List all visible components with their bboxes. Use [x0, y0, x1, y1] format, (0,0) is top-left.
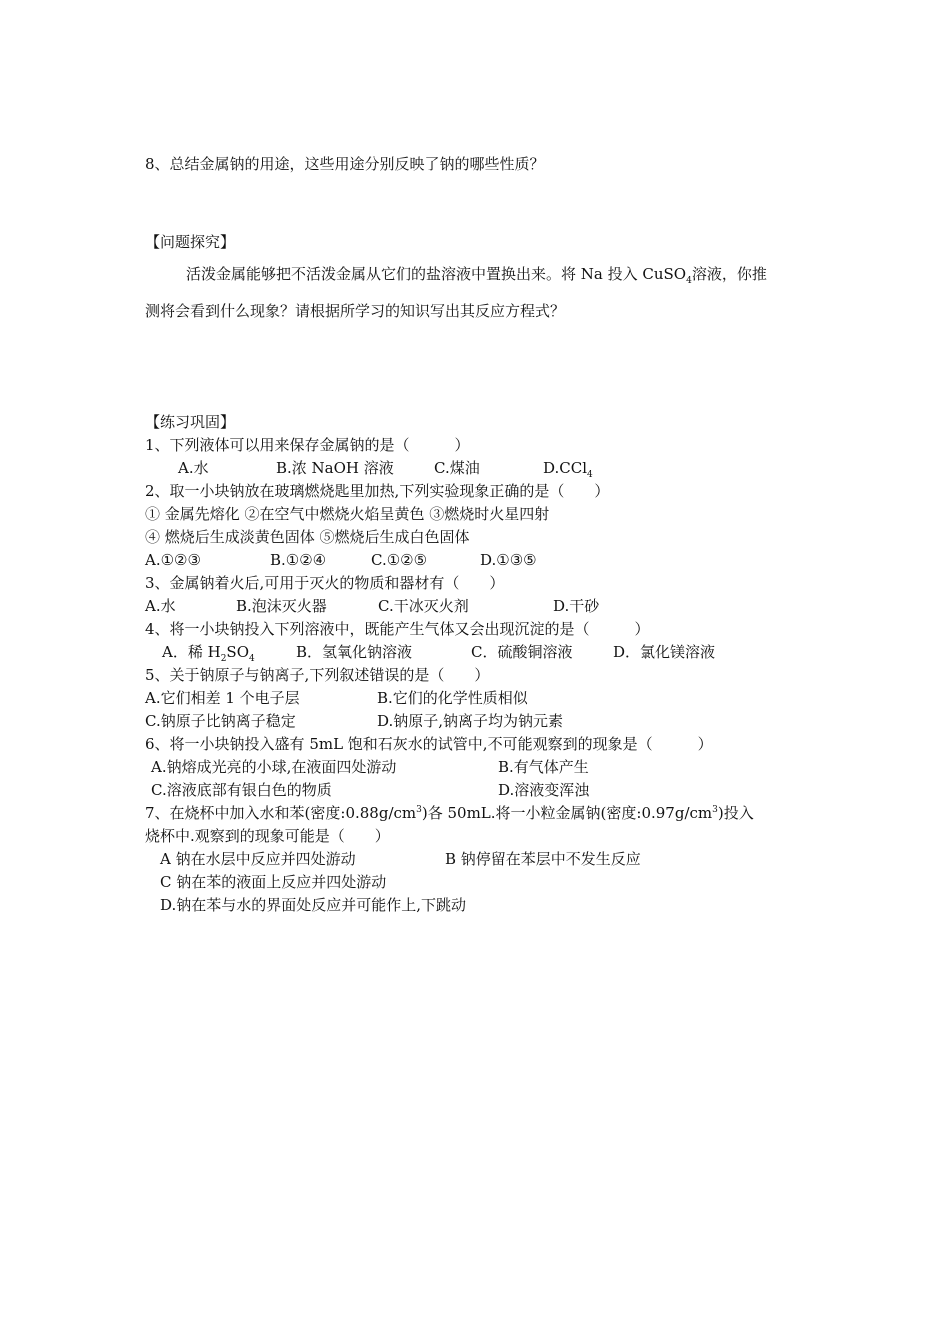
question-1-stem: 1、下列液体可以用来保存金属钠的是（ ）: [145, 436, 470, 454]
question-5-option-c: C.钠原子比钠离子稳定: [145, 712, 296, 730]
question-8: 8、总结金属钠的用途，这些用途分别反映了钠的哪些性质？: [145, 155, 545, 173]
question-6-option-a: A.钠熔成光亮的小球,在液面四处游动: [151, 758, 397, 776]
question-2-statements-1: ① 金属先熔化 ②在空气中燃烧火焰呈黄色 ③燃烧时火星四射: [145, 505, 550, 523]
question-6-option-d: D.溶液变浑浊: [498, 781, 590, 799]
question-7-option-c: C 钠在苯的液面上反应并四处游动: [160, 873, 387, 891]
question-6-option-c: C.溶液底部有银白色的物质: [151, 781, 332, 799]
question-5-stem: 5、关于钠原子与钠离子,下列叙述错误的是（ ）: [145, 666, 490, 684]
question-2-stem: 2、取一小块钠放在玻璃燃烧匙里加热,下列实验现象正确的是（ ）: [145, 482, 610, 500]
question-5-option-d: D.钠原子,钠离子均为钠元素: [377, 712, 564, 730]
question-1-option-b: B.浓 NaOH 溶液: [276, 459, 394, 477]
question-2-option-c: C.①②⑤: [371, 551, 428, 569]
practice-heading: 【练习巩固】: [145, 413, 236, 431]
question-7-option-b: B 钠停留在苯层中不发生反应: [445, 850, 641, 868]
question-4-option-d: D．氯化镁溶液: [613, 643, 716, 661]
question-7-option-a: A 钠在水层中反应并四处游动: [160, 850, 356, 868]
question-1-option-c: C.煤油: [434, 459, 480, 477]
question-1-option-a: A.水: [178, 459, 209, 477]
question-4-stem: 4、将一小块钠投入下列溶液中，既能产生气体又会出现沉淀的是（ ）: [145, 620, 650, 638]
question-6-option-b: B.有气体产生: [498, 758, 589, 776]
question-7-stem-line2: 烧杯中.观察到的现象可能是（ ）: [145, 827, 390, 845]
question-4-option-b: B．氢氧化钠溶液: [296, 643, 413, 661]
question-2-option-a: A.①②③: [145, 551, 201, 569]
question-6-stem: 6、将一小块钠投入盛有 5mL 饱和石灰水的试管中,不可能观察到的现象是（ ）: [145, 735, 713, 753]
inquiry-heading: 【问题探究】: [145, 233, 236, 251]
question-5-option-b: B.它们的化学性质相似: [377, 689, 528, 707]
inquiry-paragraph-line1: 活泼金属能够把不活泼金属从它们的盐溶液中置换出来。将 Na 投入 CuSO$_4$溶液，你推: [186, 265, 767, 286]
question-7-option-d: D.钠在苯与水的界面处反应并可能作上,下跳动: [160, 896, 467, 914]
question-4-option-c: C．硫酸铜溶液: [471, 643, 573, 661]
question-5-option-a: A.它们相差 1 个电子层: [145, 689, 300, 707]
question-2-option-d: D.①③⑤: [480, 551, 537, 569]
question-3-stem: 3、金属钠着火后,可用于灭火的物质和器材有（ ）: [145, 574, 505, 592]
question-3-option-d: D.干砂: [553, 597, 600, 615]
question-2-option-b: B.①②④: [270, 551, 327, 569]
question-4-option-a: A．稀 $H_2SO_4$: [162, 643, 255, 664]
question-2-statements-2: ④ 燃烧后生成淡黄色固体 ⑤燃烧后生成白色固体: [145, 528, 470, 546]
inquiry-paragraph-line2: 测将会看到什么现象？请根据所学习的知识写出其反应方程式？: [145, 302, 566, 320]
question-7-stem-line1: 7、在烧杯中加入水和苯(密度$:0.88g/cm^3$)各 50mL.将一小粒金属钠(密度$:0.97g/cm^3$)投入: [145, 804, 754, 822]
question-3-option-b: B.泡沫灭火器: [236, 597, 327, 615]
question-3-option-a: A.水: [145, 597, 176, 615]
question-3-option-c: C.干冰灭火剂: [378, 597, 469, 615]
question-1-option-d: D.CCl$_4$: [543, 459, 593, 480]
